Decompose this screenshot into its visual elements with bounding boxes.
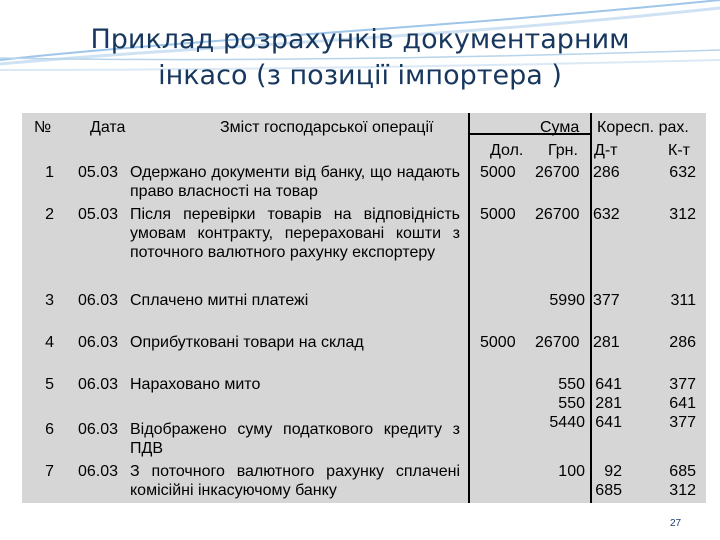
header-sum: Сума bbox=[540, 119, 580, 136]
row-1-credit: 632 bbox=[669, 164, 696, 181]
row-5-debit: 641 281 641 bbox=[595, 376, 622, 431]
row-2-credit: 312 bbox=[669, 206, 696, 223]
row-6-num: 6 bbox=[45, 421, 54, 438]
row-4-num: 4 bbox=[45, 334, 54, 351]
row-6-content: Відображено суму податкового кредиту з ПДВ bbox=[130, 421, 460, 457]
row-5-date: 06.03 bbox=[78, 376, 119, 393]
header-content: Зміст господарської операції bbox=[220, 119, 434, 136]
row-1-num: 1 bbox=[45, 164, 54, 181]
row-7-credit: 685 312 bbox=[669, 463, 696, 499]
row-5-content: Нараховано мито bbox=[130, 376, 261, 393]
row-4-date: 06.03 bbox=[78, 334, 119, 351]
header-corr: Кoресп. рах. bbox=[597, 119, 689, 136]
row-2-num: 2 bbox=[45, 206, 54, 223]
page-number: 27 bbox=[670, 518, 682, 529]
column-divider bbox=[590, 113, 592, 503]
row-3-content: Сплачено митні платежі bbox=[130, 292, 309, 309]
row-3-date: 06.03 bbox=[78, 292, 119, 309]
row-1-content: Одержано документи від банку, що надають право власності на товар bbox=[130, 164, 460, 200]
row-4-grn: 26700 bbox=[535, 334, 580, 351]
slide-title-line-2: інкасо (з позиції імпортера ) bbox=[158, 60, 562, 91]
slide-title bbox=[40, 22, 680, 94]
row-7-date: 06.03 bbox=[78, 463, 119, 480]
header-credit: К-т bbox=[668, 142, 690, 159]
header-sum-grn: Грн. bbox=[548, 142, 578, 159]
row-4-debit: 281 bbox=[593, 334, 620, 351]
row-2-grn: 26700 bbox=[535, 206, 580, 223]
row-6-date: 06.03 bbox=[78, 421, 119, 438]
header-debit: Д-т bbox=[594, 142, 618, 159]
column-divider bbox=[468, 113, 470, 503]
row-3-grn: 5990 bbox=[549, 292, 585, 309]
row-7-debit: 92 685 bbox=[595, 463, 622, 499]
row-1-dol: 5000 bbox=[480, 164, 516, 181]
row-3-num: 3 bbox=[45, 292, 54, 309]
header-sum-dol: Дол. bbox=[490, 142, 524, 159]
header-num: № bbox=[34, 119, 52, 136]
row-4-dol: 5000 bbox=[480, 334, 516, 351]
slide-title-line-1: Приклад розрахунків документарним bbox=[90, 24, 630, 55]
header-date: Дата bbox=[90, 119, 126, 136]
row-7-grn: 100 bbox=[558, 463, 585, 480]
row-1-debit: 286 bbox=[593, 164, 620, 181]
row-4-content: Оприбутковані товари на склад bbox=[130, 334, 364, 351]
row-5-grn: 550 550 5440 bbox=[549, 376, 585, 431]
row-3-credit: 311 bbox=[670, 292, 696, 309]
row-5-credit: 377 641 377 bbox=[669, 376, 696, 431]
row-7-content: З поточного валютного рахунку сплачені комісійні інкасуючому банку bbox=[130, 463, 460, 499]
row-4-credit: 286 bbox=[669, 334, 696, 351]
row-1-grn: 26700 bbox=[535, 164, 580, 181]
row-1-date: 05.03 bbox=[78, 164, 119, 181]
row-2-date: 05.03 bbox=[78, 206, 119, 223]
row-2-debit: 632 bbox=[593, 206, 620, 223]
row-2-dol: 5000 bbox=[480, 206, 516, 223]
row-5-num: 5 bbox=[45, 376, 54, 393]
row-2-content: Після перевірки товарів на відповідність умовам контракту, перераховані кошти з поточного валютного рахунку експортеру bbox=[130, 206, 460, 261]
row-3-debit: 377 bbox=[593, 292, 620, 309]
row-7-num: 7 bbox=[45, 463, 54, 480]
